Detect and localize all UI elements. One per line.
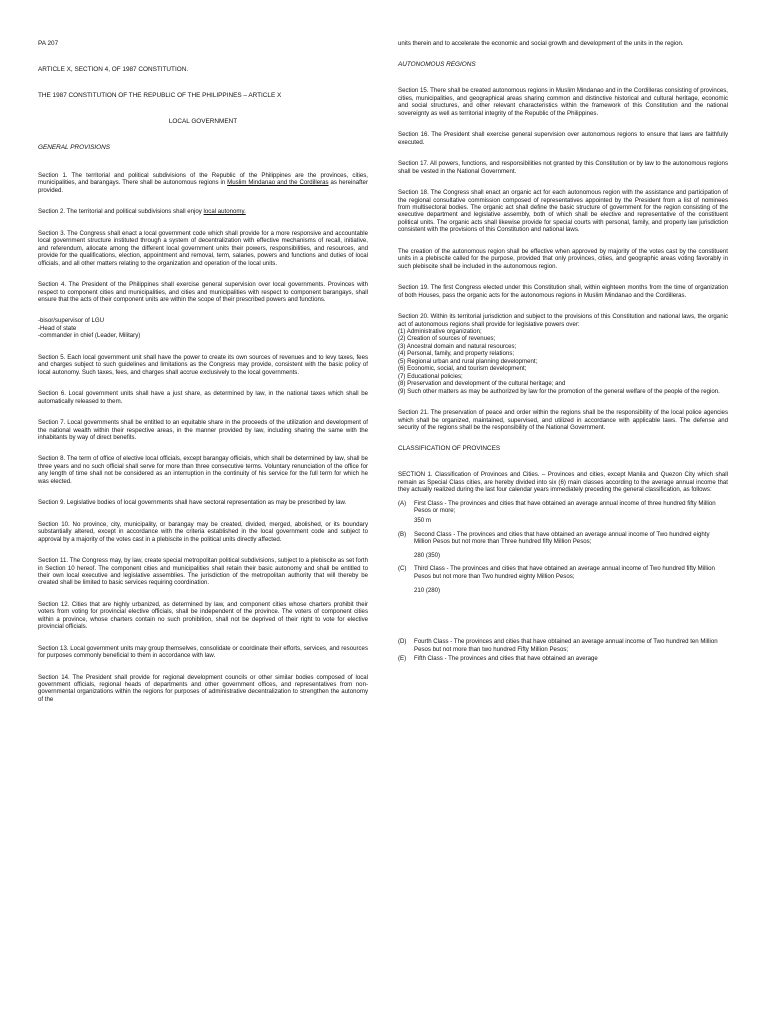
document-title: THE 1987 CONSTITUTION OF THE REPUBLIC OF THE PHILIPPINES – ARTICLE X bbox=[38, 92, 282, 99]
section-14-continued: units therein and to accelerate the economic and social growth and development of the units in the region. bbox=[398, 40, 684, 47]
section-21: Section 21. The preservation of peace and order within the regions shall be the responsibility of the local police agencies which shall be organized, maintained, supervised, and utilized in accordance with applicable laws. The defense and security of the regions shall be the responsibility of the National Government. bbox=[398, 409, 728, 431]
section-2: Section 2. The territorial and political subdivisions shall enjoy local autonomy. bbox=[38, 208, 246, 216]
class-text: Second Class - The provinces and cities that have obtained an average annual income of Two hundred eighty Million Pesos but not more than Three hundred fifty Million Pesos; bbox=[414, 530, 710, 546]
class-letter: (C) bbox=[398, 565, 407, 573]
class-letter: (D) bbox=[398, 638, 407, 646]
handwritten-notes bbox=[38, 317, 368, 339]
note-line: -commander in chief (Leader, Military) bbox=[38, 332, 141, 340]
list-item: (3) Ancestral domain and natural resources; bbox=[398, 342, 517, 350]
list-item: (7) Educational policies; bbox=[398, 372, 463, 380]
section-5: Section 5. Each local government unit shall have the power to create its own sources of revenues and to levy taxes, fees and charges subject to such guidelines and limitations as the Congress may provide, consistent with the basic policy of local autonomy. Such taxes, fees, and charges shall accrue exclusively to the local governments. bbox=[38, 353, 368, 376]
section-17: Section 17. All powers, functions, and responsibilities not granted by this Constitution or by law to the autonomous regions shall be vested in the National Government. bbox=[398, 160, 728, 175]
list-item: (5) Regional urban and rural planning development; bbox=[398, 357, 538, 365]
class-amount: 210 (280) bbox=[414, 586, 441, 594]
pa-number: PA 207 bbox=[38, 40, 59, 47]
section-20: Section 20. Within its territorial jurisdiction and subject to the provisions of this Constitution and national laws, the organic act of autonomous regions shall provide for legislative powers over: bbox=[398, 313, 728, 328]
section-18: Section 18. The Congress shall enact an organic act for each autonomous region with the assistance and participation of the regional consultative commission composed of representatives appointed by the President from a list of nominees from multisectoral bodies. The organic act shall define the basic structure of government for the region consisting of the executive department and legislative assembly, both of which shall be elective and representative of the constituent political units. The organic acts shall likewise provide for special courts with personal, family, and property law jurisdiction consistent with the provisions of this Constitution and national laws. bbox=[398, 189, 728, 234]
section-heading-local-government: LOCAL GOVERNMENT bbox=[168, 118, 238, 125]
class-letter: (E) bbox=[398, 655, 407, 663]
left-column bbox=[38, 40, 368, 717]
section-13: Section 13. Local government units may group themselves, consolidate or coordinate their efforts, services, and resources for purposes commonly beneficial to them in accordance with law. bbox=[38, 644, 368, 660]
section-10: Section 10. No province, city, municipality, or barangay may be created, divided, merged, abolished, or its boundary substantially altered, except in accordance with the criteria established in the local government code and subject to approval by a majority of the votes cast in a plebiscite in the political units directly affected. bbox=[38, 520, 368, 543]
section-8: Section 8. The term of office of elective local officials, except barangay officials, which shall be determined by law, shall be three years and no such official shall serve for more than three consecutive terms. Voluntary renunciation of the office for any length of time shall not be considered as an interruption in the continuity of his service for the full term for which he was elected. bbox=[38, 455, 368, 485]
class-text: First Class - The provinces and cities that have obtained an average annual income of three hundred fifty Million Pesos or more; bbox=[414, 499, 716, 515]
section-12: Section 12. Cities that are highly urbanized, as determined by law, and component cities whose charters prohibit their voters from voting for provincial elective officials, shall be independent of the province. The voters of component cities within a province, whose charters contain no such prohibition, shall not be deprived of their right to vote for elective provincial officials. bbox=[38, 600, 368, 631]
article-reference: ARTICLE X, SECTION 4, OF 1987 CONSTITUTION. bbox=[38, 66, 189, 73]
list-item: (2) Creation of sources of revenues; bbox=[398, 335, 496, 343]
class-letter: (A) bbox=[398, 499, 407, 507]
class-text: Third Class - The provinces and cities that have obtained an average annual income of Two hundred fifty Million Pesos but not more than Two hundred eighty Million Pesos; bbox=[414, 565, 715, 580]
section-heading-general-provisions: GENERAL PROVISIONS bbox=[38, 144, 110, 151]
class-amount: 350 m bbox=[414, 516, 431, 524]
section-3: Section 3. The Congress shall enact a local government code which shall provide for a more responsive and accountable local government structure instituted through a system of decentralization with effective mechanisms of recall, initiative, and referendum, allocate among the different local government units their powers, responsibilities, and resources, and provide for the qualifications, election, appointment and removal, term, salaries, powers and functions and duties of local officials, and all other matters relating to the organization and operation of the local units. bbox=[38, 229, 368, 267]
section-heading-autonomous-regions: AUTONOMOUS REGIONS bbox=[398, 61, 476, 69]
section-19: Section 19. The first Congress elected under this Constitution shall, within eighteen months from the time of organization of both Houses, pass the organic acts for the autonomous regions in Muslim Mindanao and the Cordilleras. bbox=[398, 284, 728, 299]
section-7: Section 7. Local governments shall be entitled to an equitable share in the proceeds of the utilization and development of the national wealth within their respective areas, in the manner provided by law, including sharing the same with the inhabitants by way of direct benefits. bbox=[38, 419, 368, 441]
class-letter: (B) bbox=[398, 530, 407, 538]
note-line: -bisor/supervisor of LGU bbox=[38, 317, 105, 325]
section-20-list bbox=[398, 328, 728, 395]
class-amount: 280 (350) bbox=[414, 551, 441, 559]
section-6: Section 6. Local government units shall have a just share, as determined by law, in the national taxes which shall be automatically released to them. bbox=[38, 390, 368, 405]
class-text: Fourth Class - The provinces and cities that have obtained an average annual income of Two hundred ten Million Pesos but not more than two hundred Fifty Million Pesos; bbox=[414, 638, 718, 653]
section-14: Section 14. The President shall provide for regional development councils or other similar bodies composed of local government officials, regional heads of departments and other government offices, and representatives from non-governmental organizations within the regions for purposes of administrative decentralization to strengthen the autonomy of the bbox=[38, 673, 368, 703]
section-1: Section 1. The territorial and political subdivisions of the Republic of the Philippines are the provinces, cities, municipalities, and barangays. There shall be autonomous regions in Muslim Mindanao and the Cordilleras as hereinafter provided. bbox=[38, 172, 368, 194]
classification-section-1: SECTION 1. Classification of Provinces and Cities. – Provinces and cities, except Manila and Quezon City which shall remain as Special Class cities, are hereby divided into six (6) main classes according to the average annual income that they actually realized during the last four calendar years immediately preceding the general classification, as follows: bbox=[398, 471, 728, 494]
section-16: Section 16. The President shall exercise general supervision over autonomous regions to ensure that laws are faithfully executed. bbox=[398, 131, 728, 146]
note-line: -Head of state bbox=[38, 324, 77, 332]
section-18-plebiscite: The creation of the autonomous region shall be effective when approved by majority of the votes cast by the constituent units in a plebiscite called for the purpose, provided that only provinces, cities, and geographic areas voting favorably in such plebiscite shall be included in the autonomous region. bbox=[398, 247, 728, 270]
class-item bbox=[398, 638, 728, 653]
section-9: Section 9. Legislative bodies of local governments shall have sectoral representation as may be prescribed by law. bbox=[38, 499, 347, 507]
section-11: Section 11. The Congress may, by law, create special metropolitan political subdivisions, subject to a plebiscite as set forth in Section 10 hereof. The component cities and municipalities shall retain their basic autonomy and shall be entitled to their own local executive and legislative assemblies. The jurisdiction of the metropolitan authority that will thereby be created shall be limited to basic services requiring coordination. bbox=[38, 557, 368, 587]
right-column bbox=[398, 40, 728, 663]
class-item bbox=[398, 655, 728, 663]
list-item: (4) Personal, family, and property relations; bbox=[398, 350, 515, 358]
list-item: (9) Such other matters as may be authorized by law for the promotion of the general welfare of the people of the region. bbox=[398, 387, 720, 395]
class-item bbox=[398, 531, 728, 560]
class-item bbox=[398, 565, 728, 594]
list-item: (6) Economic, social, and tourism development; bbox=[398, 365, 527, 373]
section-4: Section 4. The President of the Philippines shall exercise general supervision over local governments. Provinces with respect to component cities and municipalities, and cities and municipalities with respect to component barangays, shall ensure that the acts of their component units are within the scope of their prescribed powers and functions. bbox=[38, 281, 368, 303]
list-item: (1) Administrative organization; bbox=[398, 327, 482, 335]
list-item: (8) Preservation and development of the cultural heritage; and bbox=[398, 380, 566, 388]
class-item bbox=[398, 500, 728, 525]
class-text: Fifth Class - The provinces and cities that have obtained an average bbox=[414, 655, 598, 663]
section-15: Section 15. There shall be created autonomous regions in Muslim Mindanao and in the Cordilleras consisting of provinces, cities, municipalities, and geographical areas sharing common and distinctive historical and cultural heritage, economic and social structures, and other relevant characteristics within the framework of this Constitution and the national sovereignty as well as territorial integrity of the Republic of the Philippines. bbox=[398, 87, 728, 117]
section-heading-classification: CLASSIFICATION OF PROVINCES bbox=[398, 445, 501, 453]
